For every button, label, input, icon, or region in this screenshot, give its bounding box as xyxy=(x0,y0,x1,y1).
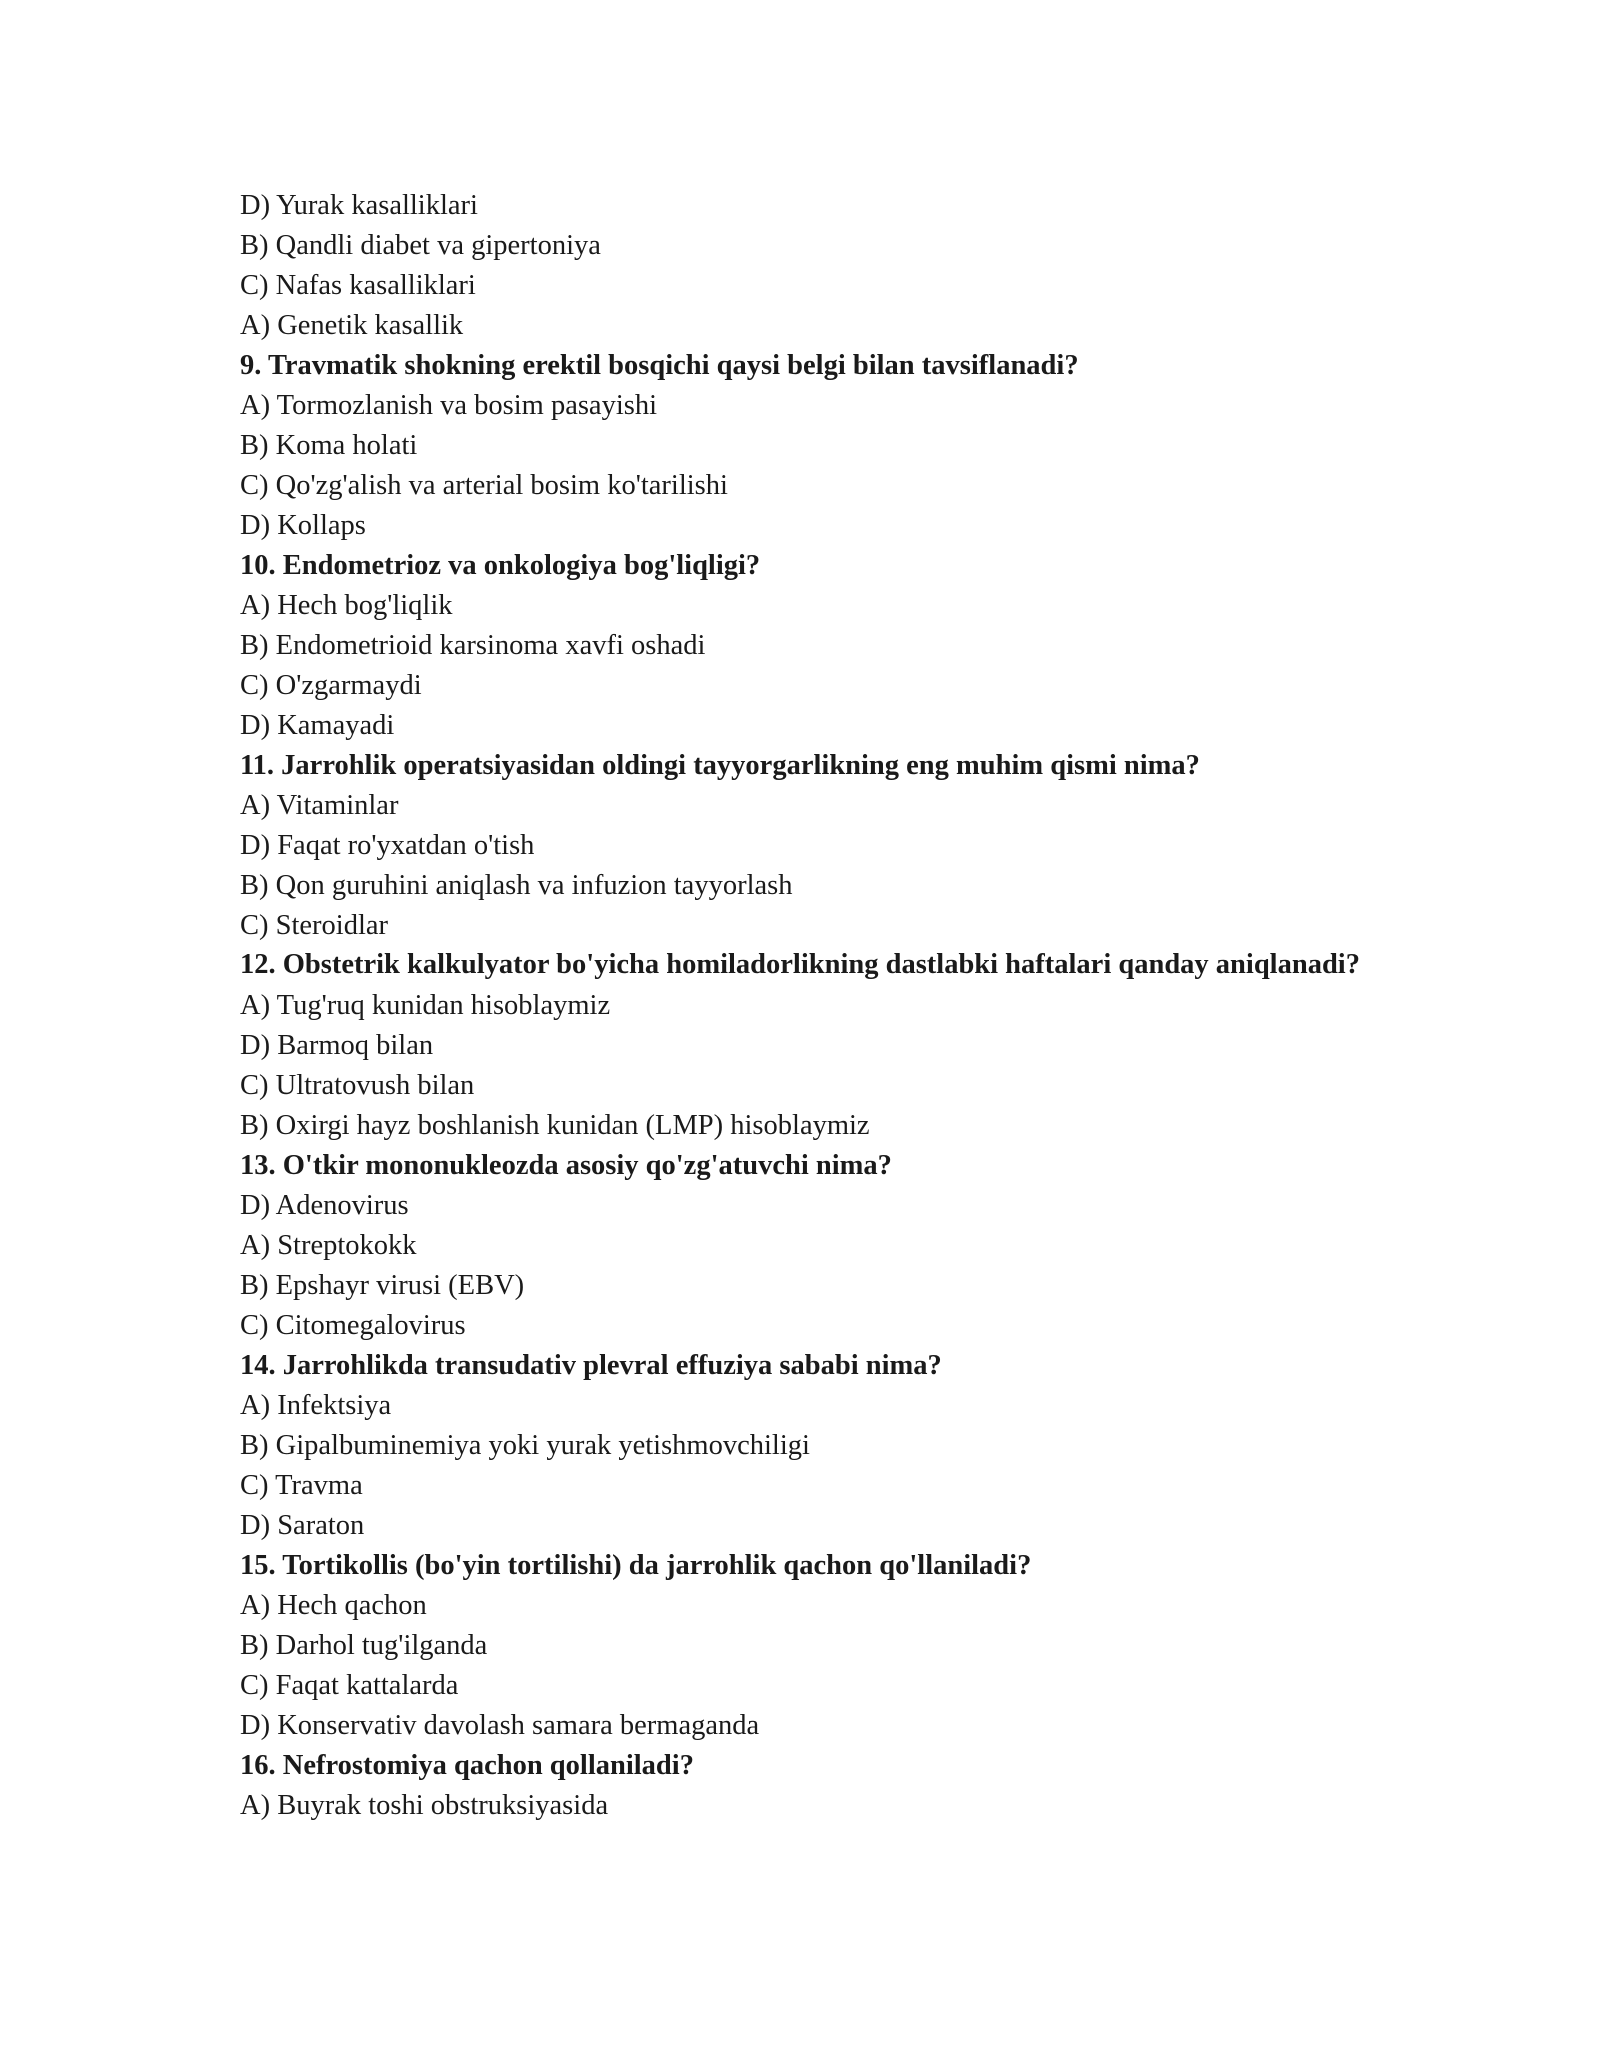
answer-option: D) Yurak kasalliklari xyxy=(240,190,478,221)
answer-option: D) Adenovirus xyxy=(240,1190,409,1221)
answer-option: A) Hech qachon xyxy=(240,1590,427,1621)
answer-option: A) Streptokokk xyxy=(240,1230,417,1261)
answer-option: D) Barmoq bilan xyxy=(240,1030,434,1061)
answer-option: D) Saraton xyxy=(240,1510,365,1541)
answer-option: C) O'zgarmaydi xyxy=(240,670,422,701)
answer-option: C) Travma xyxy=(240,1470,363,1501)
question-heading: 14. Jarrohlikda transudativ plevral effuziya sababi nima? xyxy=(240,1350,942,1381)
answer-option: C) Nafas kasalliklari xyxy=(240,270,476,301)
question-heading: 10. Endometrioz va onkologiya bog'liqligi? xyxy=(240,550,761,581)
answer-option: D) Kamayadi xyxy=(240,710,395,741)
answer-option: C) Faqat kattalarda xyxy=(240,1670,459,1701)
question-heading: 9. Travmatik shokning erektil bosqichi qaysi belgi bilan tavsiflanadi? xyxy=(240,350,1079,381)
answer-option: B) Epshayr virusi (EBV) xyxy=(240,1270,525,1301)
answer-option: B) Qon guruhini aniqlash va infuzion tayyorlash xyxy=(240,870,793,901)
question-heading: 13. O'tkir mononukleozda asosiy qo'zg'atuvchi nima? xyxy=(240,1150,892,1181)
answer-option: A) Buyrak toshi obstruksiyasida xyxy=(240,1790,609,1821)
question-heading: 15. Tortikollis (bo'yin tortilishi) da jarrohlik qachon qo'llaniladi? xyxy=(240,1550,1032,1581)
answer-option: D) Faqat ro'yxatdan o'tish xyxy=(240,830,535,861)
answer-option: C) Citomegalovirus xyxy=(240,1310,466,1341)
question-heading: 11. Jarrohlik operatsiyasidan oldingi tayyorgarlikning eng muhim qismi nima? xyxy=(240,750,1200,781)
answer-option: A) Tormozlanish va bosim pasayishi xyxy=(240,390,658,421)
answer-option: A) Hech bog'liqlik xyxy=(240,590,453,621)
answer-option: A) Tug'ruq kunidan hisoblaymiz xyxy=(240,990,611,1021)
answer-option: C) Ultratovush bilan xyxy=(240,1070,475,1101)
answer-option: A) Vitaminlar xyxy=(240,790,399,821)
answer-option: B) Gipalbuminemiya yoki yurak yetishmovchiligi xyxy=(240,1430,810,1461)
answer-option: A) Infektsiya xyxy=(240,1390,392,1421)
answer-option: B) Koma holati xyxy=(240,430,418,461)
answer-option: D) Kollaps xyxy=(240,510,366,541)
answer-option: C) Qo'zg'alish va arterial bosim ko'tarilishi xyxy=(240,470,728,501)
answer-option: B) Oxirgi hayz boshlanish kunidan (LMP) hisoblaymiz xyxy=(240,1110,870,1141)
answer-option: B) Darhol tug'ilganda xyxy=(240,1630,488,1661)
answer-option: A) Genetik kasallik xyxy=(240,310,464,341)
question-heading: 16. Nefrostomiya qachon qollaniladi? xyxy=(240,1750,694,1781)
quiz-document xyxy=(240,186,1380,1826)
answer-option: D) Konservativ davolash samara bermaganda xyxy=(240,1710,760,1741)
answer-option: B) Endometrioid karsinoma xavfi oshadi xyxy=(240,630,706,661)
answer-option: C) Steroidlar xyxy=(240,910,389,941)
question-heading: 12. Obstetrik kalkulyator bo'yicha homiladorlikning dastlabki haftalari qanday aniqlanadi? xyxy=(240,949,1360,980)
answer-option: B) Qandli diabet va gipertoniya xyxy=(240,230,601,261)
